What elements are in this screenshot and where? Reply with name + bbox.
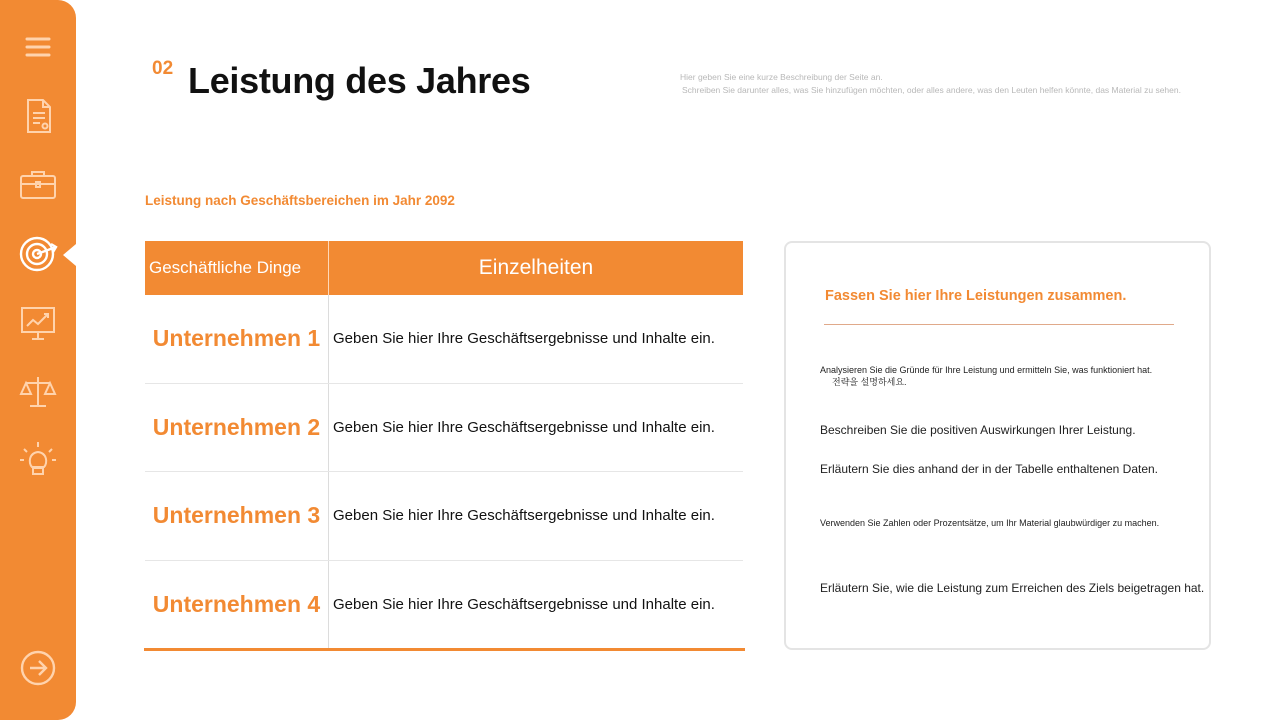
page-title: Leistung des Jahres: [188, 60, 531, 101]
company-name: Unternehmen 1: [145, 295, 329, 383]
company-detail: Geben Sie hier Ihre Geschäftsergebnisse und Inhalte ein.: [333, 507, 715, 525]
document-icon[interactable]: [17, 95, 59, 137]
company-name: Unternehmen 4: [145, 561, 329, 650]
company-detail: Geben Sie hier Ihre Geschäftsergebnisse und Inhalte ein.: [333, 596, 715, 614]
table-row: [145, 384, 743, 473]
active-indicator: [63, 244, 76, 266]
summary-text-2: Beschreiben Sie die positiven Auswirkungen Ihrer Leistung.: [820, 423, 1136, 437]
summary-text-1a: Analysieren Sie die Gründe für Ihre Leistung und ermitteln Sie, was funktioniert hat.: [820, 365, 1153, 375]
table-row: [145, 561, 743, 650]
sidebar: [0, 0, 76, 720]
scales-icon[interactable]: [17, 371, 59, 413]
summary-title: Fassen Sie hier Ihre Leistungen zusammen.: [825, 288, 1127, 304]
company-detail: Geben Sie hier Ihre Geschäftsergebnisse und Inhalte ein.: [333, 418, 715, 436]
description-line-2: Schreiben Sie darunter alles, was Sie hinzufügen möchten, oder alles andere, was den Leuten helfen könnte, das Material zu sehen.: [682, 85, 1181, 95]
summary-card: [784, 241, 1211, 650]
summary-text-3: Erläutern Sie dies anhand der in der Tabelle enthaltenen Daten.: [820, 462, 1159, 476]
description-line-1: Hier geben Sie eine kurze Beschreibung der Seite an.: [680, 72, 883, 82]
table-header: [145, 241, 743, 295]
summary-divider: [824, 324, 1174, 325]
briefcase-icon[interactable]: [17, 164, 59, 206]
section-number: 02: [152, 58, 174, 79]
table-row: [145, 472, 743, 561]
business-table: [145, 241, 743, 649]
page-description: [680, 71, 1181, 97]
company-detail: Geben Sie hier Ihre Geschäftsergebnisse und Inhalte ein.: [333, 330, 715, 348]
target-icon[interactable]: [17, 232, 59, 274]
summary-text-5: Erläutern Sie, wie die Leistung zum Erreichen des Ziels beigetragen hat.: [820, 581, 1205, 595]
menu-icon[interactable]: [17, 26, 59, 68]
column-header-business: Geschäftliche Dinge: [145, 241, 329, 295]
presentation-chart-icon[interactable]: [17, 302, 59, 344]
table-row: [145, 295, 743, 384]
table-subtitle: Leistung nach Geschäftsbereichen im Jahr 2092: [145, 193, 455, 208]
arrow-right-circle-icon[interactable]: [17, 647, 59, 689]
company-name: Unternehmen 3: [145, 472, 329, 560]
lightbulb-icon[interactable]: [17, 438, 59, 480]
column-header-details: Einzelheiten: [478, 256, 594, 279]
summary-text-1: [820, 364, 1152, 388]
summary-text-4: Verwenden Sie Zahlen oder Prozentsätze, um Ihr Material glaubwürdiger zu machen.: [820, 518, 1160, 528]
summary-text-1b: 전략을 설명하세요.: [832, 377, 907, 387]
table-bottom-rule: [144, 648, 745, 651]
company-name: Unternehmen 2: [145, 384, 329, 472]
